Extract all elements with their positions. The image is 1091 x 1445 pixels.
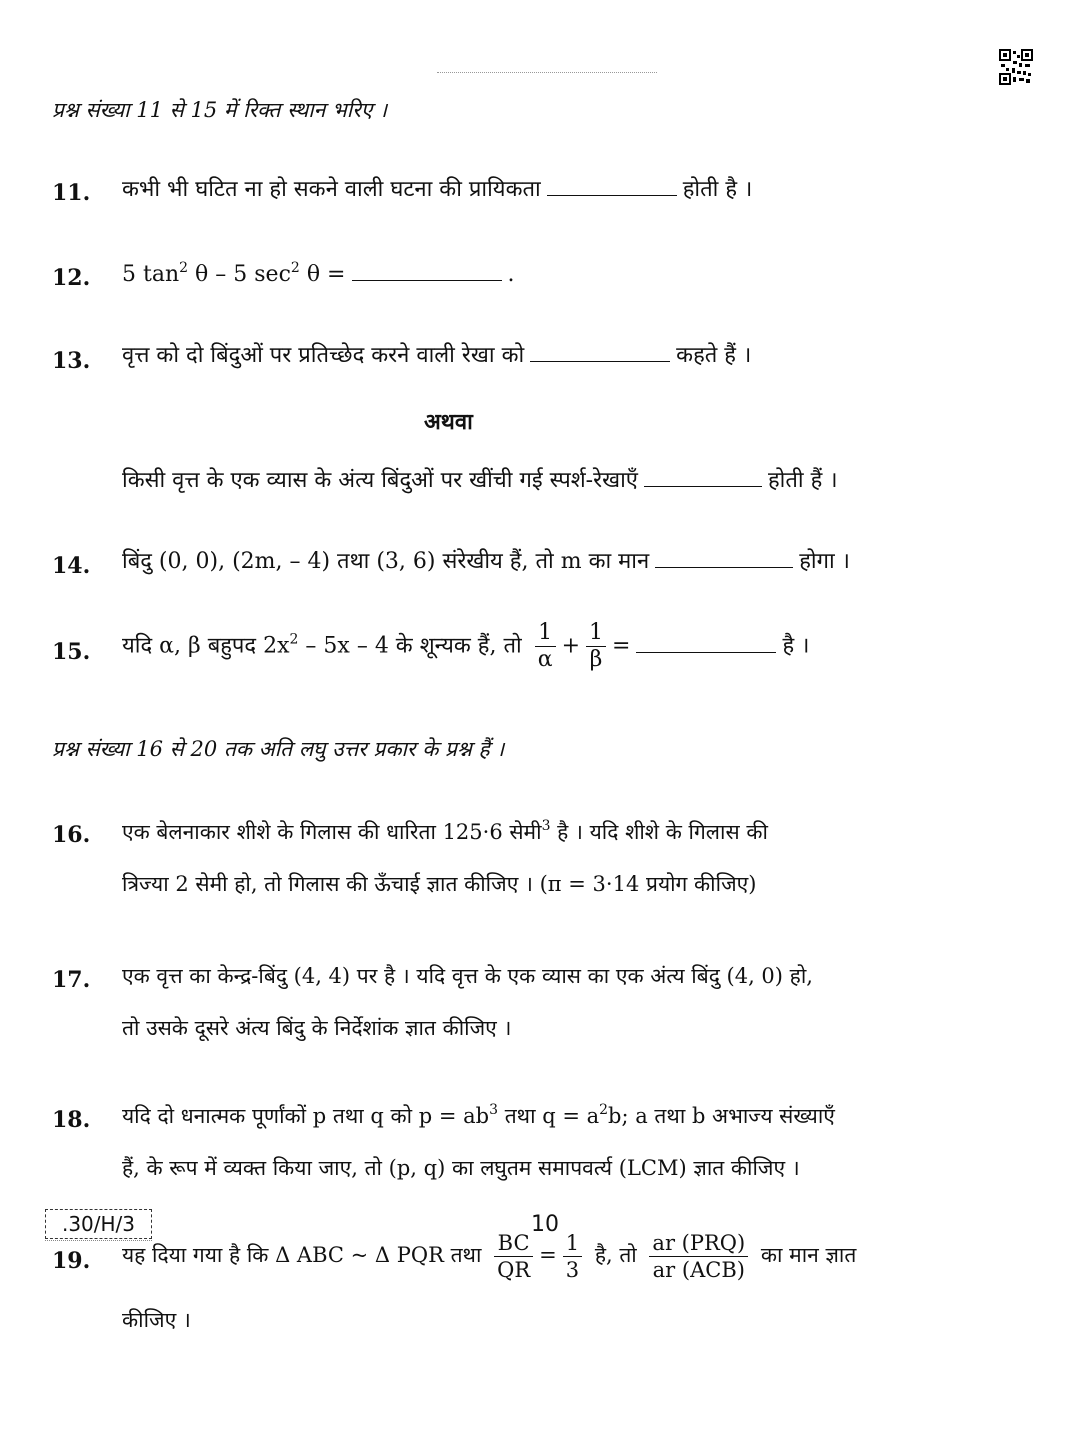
question-number: 16. [52, 822, 91, 848]
question-text: बिंदु (0, 0), (2m, – 4) तथा (3, 6) संरेखीय हैं, तो m का मान [122, 549, 650, 574]
paper-code: .30/H/3 [45, 1209, 152, 1239]
question-text: वृत्त को दो बिंदुओं पर प्रतिच्छेद करने वाली रेखा को [122, 343, 525, 368]
question-text: कहते हैं । [676, 343, 752, 368]
equals-sign: = [539, 1243, 557, 1267]
question-18-line-1 [122, 1102, 835, 1130]
answer-blank [530, 360, 670, 362]
question-text: किसी वृत्त के एक व्यास के अंत्य बिंदुओं पर खींची गई स्पर्श-रेखाएँ [122, 468, 638, 493]
fraction-denominator: 3 [565, 1258, 580, 1282]
question-15 [122, 620, 809, 673]
question-19-line-2: कीजिए । [122, 1308, 191, 1332]
question-number: 17. [52, 967, 91, 993]
equation-part: 5 tan [122, 262, 180, 287]
question-text: तथा q = a [498, 1104, 600, 1128]
question-text: है, तो [594, 1243, 637, 1267]
answer-blank [352, 279, 502, 281]
question-16-line-1 [122, 818, 768, 846]
question-number: 19. [52, 1248, 91, 1274]
question-text: का मान ज्ञात [760, 1243, 857, 1267]
exponent: 2 [179, 260, 189, 276]
question-text: होती हैं । [767, 468, 838, 493]
answer-blank [644, 485, 762, 487]
fraction-one-third [563, 1230, 582, 1283]
page-number: 10 [531, 1212, 559, 1237]
fraction-denominator: ar (ACB) [652, 1258, 745, 1282]
question-text: है । [782, 633, 810, 659]
question-number: 14. [52, 553, 91, 579]
question-text: यदि α, β बहुपद 2x [122, 633, 290, 659]
fraction-one-over-beta [586, 620, 606, 673]
question-text: यदि दो धनात्मक पूर्णांकों p तथा q को p = ab [122, 1104, 490, 1128]
question-text: होगा । [799, 549, 851, 574]
answer-blank [547, 194, 677, 196]
question-19-line-1 [122, 1230, 856, 1283]
question-number: 13. [52, 348, 91, 374]
exponent: 3 [541, 818, 551, 834]
question-number: 11. [52, 180, 91, 206]
question-text: b; a तथा b अभाज्य संख्याएँ [608, 1104, 835, 1128]
question-text: यह दिया गया है कि Δ ABC ~ Δ PQR तथा [122, 1243, 482, 1267]
question-text: एक बेलनाकार शीशे के गिलास की धारिता 125·6 सेमी [122, 820, 542, 844]
fraction-denominator: α [537, 647, 553, 672]
question-13 [122, 342, 751, 370]
question-number: 12. [52, 265, 91, 291]
question-11 [122, 176, 752, 204]
equation-end: . [507, 262, 515, 287]
question-18-line-2: हैं, के रूप में व्यक्त किया जाए, तो (p, q) का लघुतम समापवर्त्य (LCM) ज्ञात कीजिए । [122, 1156, 800, 1180]
question-14 [122, 548, 850, 576]
question-text: कभी भी घटित ना हो सकने वाली घटना की प्रायिकता [122, 177, 541, 202]
question-13-alternative [122, 467, 838, 495]
or-label: अथवा [424, 409, 473, 435]
question-17-line-1: एक वृत्त का केन्द्र-बिंदु (4, 4) पर है । यदि वृत्त के एक व्यास का एक अंत्य बिंदु (4, 0) हो, [122, 964, 813, 988]
question-text: – 5x – 4 के शून्यक हैं, तो [298, 633, 522, 659]
fraction-area-ratio [649, 1230, 748, 1283]
equation-part: θ – 5 sec [188, 262, 291, 287]
fraction-numerator: BC [494, 1230, 533, 1257]
qr-code-icon [999, 49, 1033, 85]
question-17-line-2: तो उसके दूसरे अंत्य बिंदु के निर्देशांक ज्ञात कीजिए । [122, 1016, 512, 1040]
question-number: 18. [52, 1107, 91, 1133]
equation-part: θ = [299, 262, 346, 287]
exponent: 2 [290, 260, 300, 276]
question-text: है । यदि शीशे के गिलास की [550, 820, 768, 844]
exponent: 2 [289, 631, 299, 648]
fraction-denominator: QR [497, 1258, 531, 1282]
exponent: 3 [489, 1102, 499, 1118]
fraction-numerator: 1 [535, 620, 556, 647]
question-text: होती है । [682, 177, 753, 202]
fraction-denominator: β [589, 647, 603, 672]
question-16-line-2: त्रिज्या 2 सेमी हो, तो गिलास की ऊँचाई ज्ञात कीजिए । (π = 3·14 प्रयोग कीजिए) [122, 872, 757, 896]
fraction-one-over-alpha [535, 620, 556, 673]
header-strip [437, 72, 657, 76]
plus-sign: + [561, 633, 580, 659]
answer-blank [655, 566, 793, 568]
instruction-blanks: प्रश्न संख्या 11 से 15 में रिक्त स्थान भरिए । [52, 98, 388, 122]
answer-blank [636, 651, 776, 653]
fraction-bc-over-qr [494, 1230, 533, 1283]
equals-sign: = [612, 633, 631, 659]
fraction-numerator: 1 [586, 620, 606, 647]
instruction-very-short: प्रश्न संख्या 16 से 20 तक अति लघु उत्तर प्रकार के प्रश्न हैं । [52, 737, 505, 761]
footer-strip [45, 1240, 152, 1241]
exponent: 2 [599, 1102, 609, 1118]
fraction-numerator: 1 [563, 1230, 582, 1257]
question-number: 15. [52, 639, 91, 665]
question-12 [122, 261, 515, 289]
fraction-numerator: ar (PRQ) [649, 1230, 748, 1257]
